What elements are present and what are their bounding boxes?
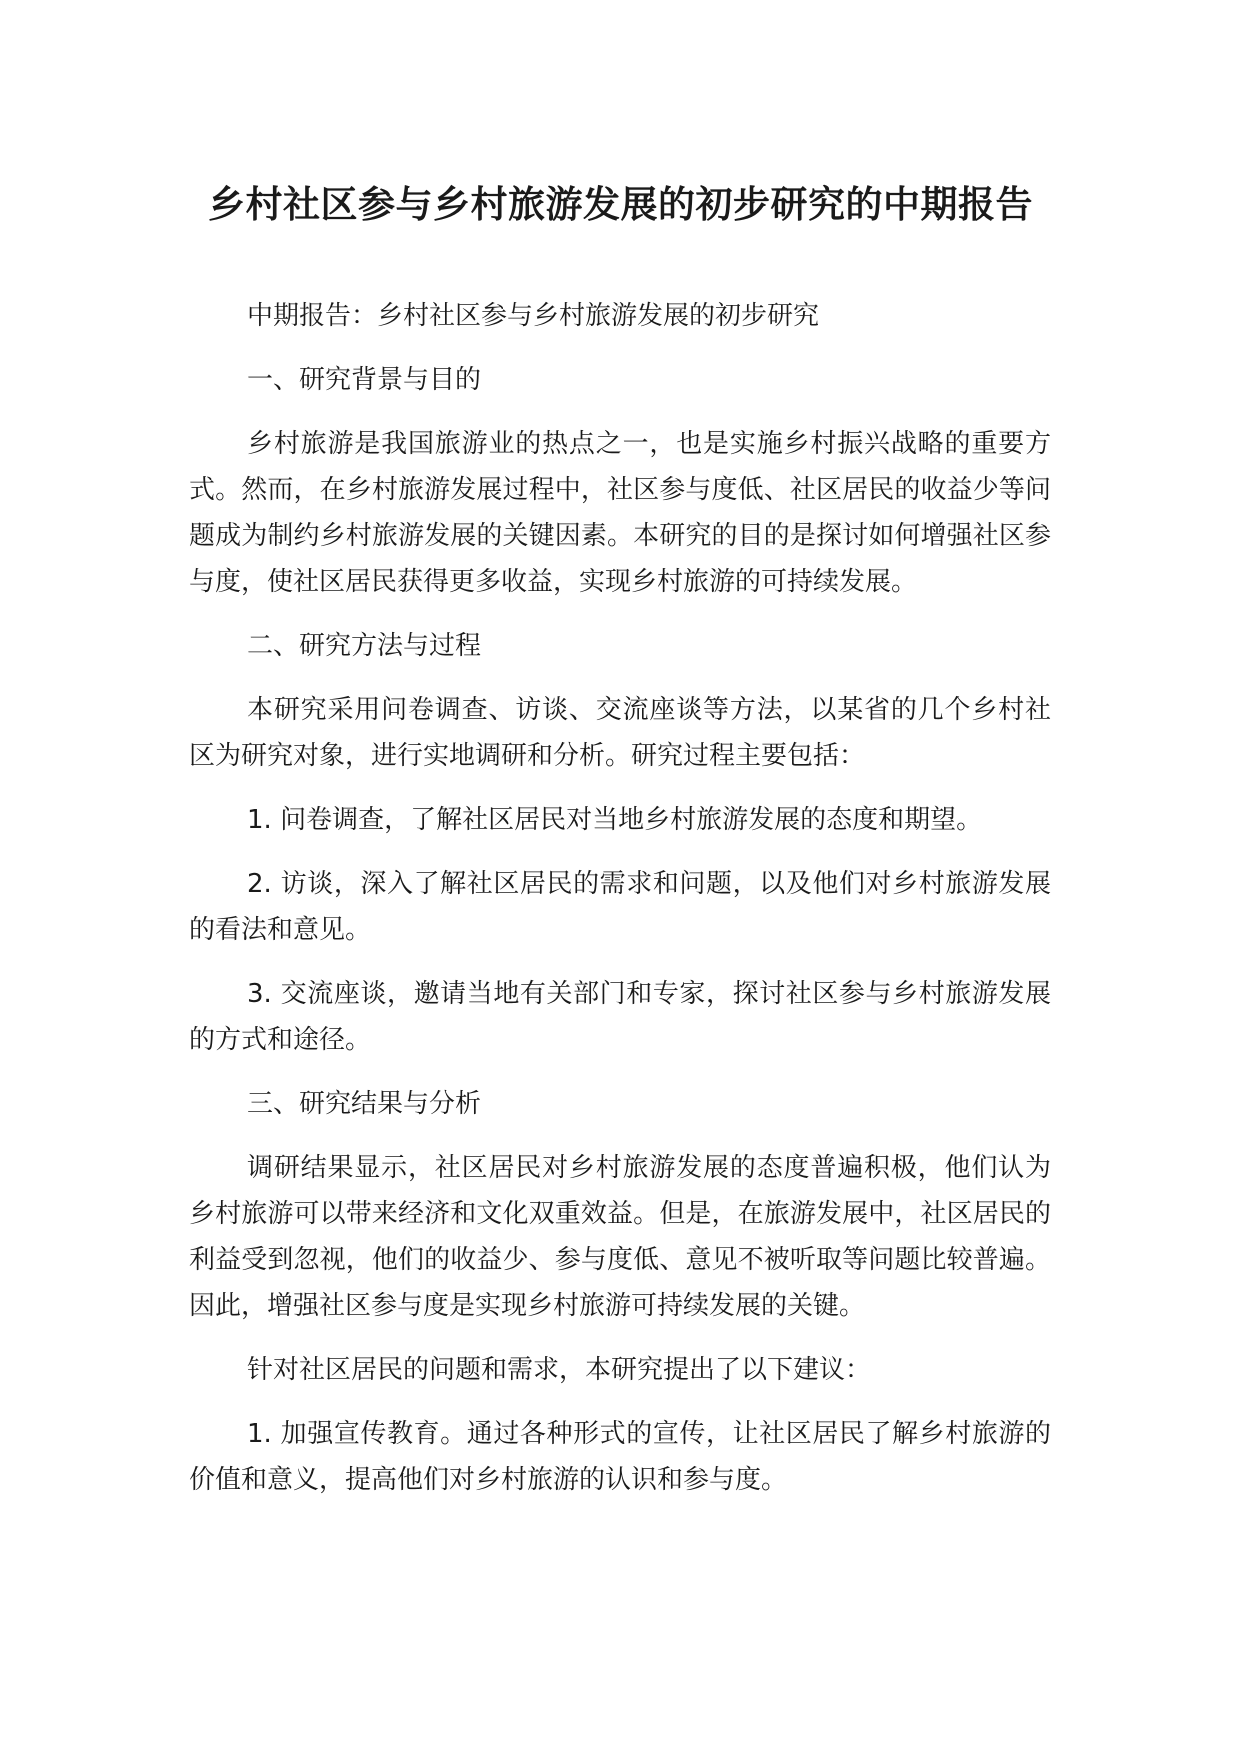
- list-item-forum: 3. 交流座谈，邀请当地有关部门和专家，探讨社区参与乡村旅游发展的方式和途径。: [189, 979, 1051, 1055]
- section-heading-1: 一、研究背景与目的: [247, 365, 482, 395]
- section-heading-3: 三、研究结果与分析: [247, 1089, 482, 1119]
- paragraph-methods: 本研究采用问卷调查、访谈、交流座谈等方法，以某省的几个乡村社区为研究对象，进行实地调研和分析。研究过程主要包括：: [189, 695, 1051, 771]
- paragraph-background: 乡村旅游是我国旅游业的热点之一，也是实施乡村振兴战略的重要方式。然而，在乡村旅游发展过程中，社区参与度低、社区居民的收益少等问题成为制约乡村旅游发展的关键因素。本研究的目的是探讨如何增强社区参与度，使社区居民获得更多收益，实现乡村旅游的可持续发展。: [189, 429, 1051, 597]
- report-subtitle: 中期报告：乡村社区参与乡村旅游发展的初步研究: [247, 301, 820, 331]
- document-body: [189, 293, 1051, 1521]
- document-title: 乡村社区参与乡村旅游发展的初步研究的中期报告: [208, 183, 1033, 226]
- list-item-survey: 1. 问卷调查，了解社区居民对当地乡村旅游发展的态度和期望。: [247, 805, 983, 835]
- section-heading-2: 二、研究方法与过程: [247, 631, 482, 661]
- paragraph-results: 调研结果显示，社区居民对乡村旅游发展的态度普遍积极，他们认为乡村旅游可以带来经济和文化双重效益。但是，在旅游发展中，社区居民的利益受到忽视，他们的收益少、参与度低、意见不被听取等问题比较普遍。因此，增强社区参与度是实现乡村旅游可持续发展的关键。: [189, 1153, 1051, 1321]
- list-item-interview: 2. 访谈，深入了解社区居民的需求和问题，以及他们对乡村旅游发展的看法和意见。: [189, 869, 1051, 945]
- list-item-publicity: 1. 加强宣传教育。通过各种形式的宣传，让社区居民了解乡村旅游的价值和意义，提高他们对乡村旅游的认识和参与度。: [189, 1419, 1051, 1495]
- paragraph-suggestions-intro: 针对社区居民的问题和需求，本研究提出了以下建议：: [247, 1355, 872, 1385]
